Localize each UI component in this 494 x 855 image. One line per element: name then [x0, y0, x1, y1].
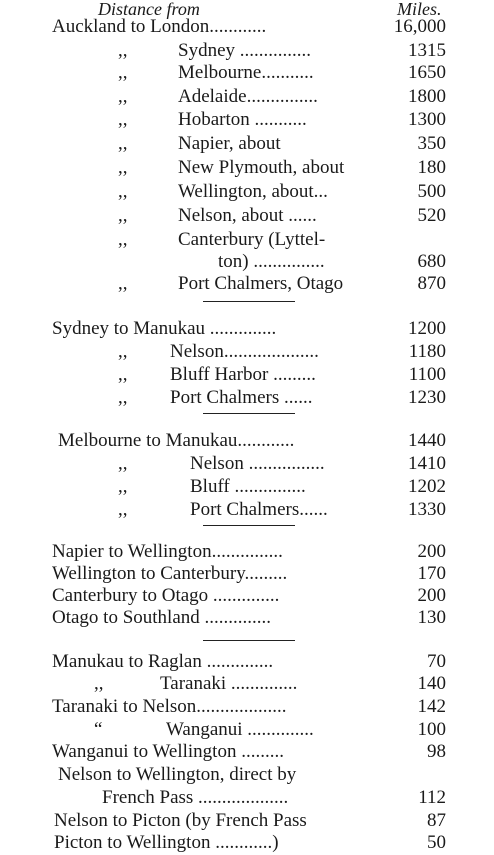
ditto-mark: ,, — [118, 476, 128, 497]
table-row — [0, 718, 494, 742]
place-label: Nelson.................... — [170, 341, 319, 362]
place-label: Port Chalmers...... — [190, 499, 328, 520]
ditto-mark: ,, — [118, 205, 128, 226]
table-row — [0, 452, 494, 476]
miles-value: 98 — [427, 741, 446, 762]
ditto-mark: ,, — [118, 181, 128, 202]
ditto-mark: ,, — [118, 86, 128, 107]
place-label: Taranaki .............. — [160, 673, 298, 694]
ditto-mark: “ — [94, 719, 103, 740]
miles-value: 112 — [418, 787, 446, 808]
section-divider — [203, 525, 295, 526]
table-row — [0, 562, 494, 586]
miles-value: 1300 — [408, 109, 446, 130]
section-divider — [203, 413, 295, 414]
miles-value: 50 — [427, 832, 446, 853]
ditto-mark: ,, — [118, 341, 128, 362]
table-row — [0, 156, 494, 180]
miles-value: 1200 — [408, 318, 446, 339]
ditto-mark: ,, — [118, 40, 128, 61]
place-label: Napier to Wellington............... — [52, 541, 283, 562]
place-label: Napier, about — [178, 133, 281, 154]
table-row — [0, 650, 494, 674]
table-row — [0, 39, 494, 63]
place-label: Sydney ............... — [178, 40, 311, 61]
miles-value: 1330 — [408, 499, 446, 520]
place-label: Auckland to London............ — [52, 16, 267, 37]
miles-value: 200 — [417, 541, 446, 562]
table-row — [0, 540, 494, 564]
miles-value: 140 — [417, 673, 446, 694]
table-row — [0, 317, 494, 341]
place-label: New Plymouth, about — [178, 157, 345, 178]
table-row — [0, 672, 494, 696]
table-row — [0, 180, 494, 204]
place-label: Hobarton ........... — [178, 109, 307, 130]
miles-value: 16,000 — [393, 16, 446, 37]
table-row — [0, 809, 494, 833]
place-label: Wanganui .............. — [166, 719, 314, 740]
place-label: Port Chalmers ...... — [170, 387, 313, 408]
place-label: Wellington to Canterbury......... — [52, 563, 288, 584]
miles-value: 200 — [417, 585, 446, 606]
place-label: Sydney to Manukau .............. — [52, 318, 277, 339]
miles-value: 180 — [417, 157, 446, 178]
place-label: Bluff Harbor ......... — [170, 364, 316, 385]
miles-value: 142 — [417, 696, 446, 717]
place-label: Otago to Southland .............. — [52, 607, 272, 628]
miles-heading: Miles. — [397, 0, 442, 19]
table-row — [0, 695, 494, 719]
table-row — [0, 340, 494, 364]
place-label: Melbourne to Manukau............ — [58, 430, 295, 451]
section-divider — [203, 640, 295, 641]
place-label: Canterbury (Lyttel- — [178, 229, 326, 250]
table-row — [0, 498, 494, 522]
miles-value: 350 — [417, 133, 446, 154]
miles-value: 1100 — [408, 364, 446, 385]
ditto-mark: ,, — [118, 229, 128, 250]
miles-value: 520 — [417, 205, 446, 226]
miles-value: 130 — [417, 607, 446, 628]
miles-value: 1230 — [408, 387, 446, 408]
place-label: Manukau to Raglan .............. — [52, 651, 274, 672]
place-label: Picton to Wellington ............) — [54, 832, 279, 853]
place-label: Nelson ................ — [190, 453, 325, 474]
section-divider — [203, 301, 295, 302]
place-label: French Pass ................... — [102, 787, 289, 808]
miles-value: 100 — [417, 719, 446, 740]
table-row — [0, 204, 494, 228]
place-label: Canterbury to Otago .............. — [52, 585, 280, 606]
place-label: Nelson to Wellington, direct by — [58, 764, 297, 785]
miles-value: 170 — [417, 563, 446, 584]
miles-value: 1800 — [408, 86, 446, 107]
place-label: ton) ............... — [218, 251, 325, 272]
miles-value: 1650 — [408, 62, 446, 83]
place-label: Taranaki to Nelson................... — [52, 696, 287, 717]
miles-value: 1202 — [408, 476, 446, 497]
place-label: Bluff ............... — [190, 476, 306, 497]
ditto-mark: ,, — [118, 62, 128, 83]
miles-value: 500 — [417, 181, 446, 202]
table-row — [0, 228, 494, 252]
table-row — [0, 61, 494, 85]
miles-value: 870 — [417, 273, 446, 294]
table-row — [0, 606, 494, 630]
place-label: Wanganui to Wellington ......... — [52, 741, 284, 762]
miles-value: 70 — [427, 651, 446, 672]
table-row — [0, 831, 494, 855]
distance-from-heading: Distance from — [98, 0, 200, 19]
ditto-mark: ,, — [118, 453, 128, 474]
table-row — [0, 15, 494, 39]
ditto-mark: ,, — [118, 133, 128, 154]
table-row — [0, 429, 494, 453]
place-label: Port Chalmers, Otago — [178, 273, 344, 294]
place-label: Melbourne........... — [178, 62, 314, 83]
table-row — [0, 386, 494, 410]
ditto-mark: ,, — [118, 273, 128, 294]
table-row — [0, 132, 494, 156]
ditto-mark: ,, — [118, 109, 128, 130]
table-row — [0, 763, 494, 787]
miles-value: 1410 — [408, 453, 446, 474]
miles-value: 87 — [427, 810, 446, 831]
table-row — [0, 363, 494, 387]
table-row — [0, 108, 494, 132]
ditto-mark: ,, — [94, 673, 104, 694]
ditto-mark: ,, — [118, 499, 128, 520]
ditto-mark: ,, — [118, 387, 128, 408]
miles-value: 1180 — [408, 341, 446, 362]
miles-value: 1315 — [408, 40, 446, 61]
place-label: Wellington, about... — [178, 181, 328, 202]
miles-value: 680 — [417, 251, 446, 272]
place-label: Nelson to Picton (by French Pass — [54, 810, 307, 831]
table-row — [0, 584, 494, 608]
ditto-mark: ,, — [118, 157, 128, 178]
table-row — [0, 85, 494, 109]
table-row — [0, 786, 494, 810]
miles-value: 1440 — [408, 430, 446, 451]
table-row — [0, 272, 494, 296]
table-row — [0, 475, 494, 499]
table-row — [0, 250, 494, 274]
table-row — [0, 740, 494, 764]
place-label: Nelson, about ...... — [178, 205, 317, 226]
ditto-mark: ,, — [118, 364, 128, 385]
place-label: Adelaide............... — [178, 86, 318, 107]
